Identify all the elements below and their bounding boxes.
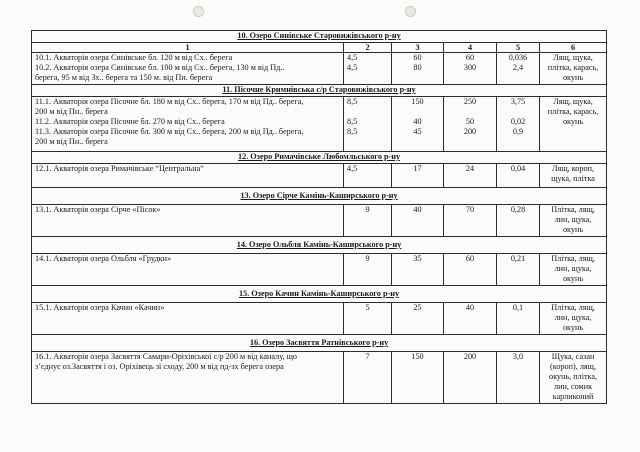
section-title: 11. Пісочне Кримнівська с/р Старовижівського р-ну (32, 85, 607, 97)
section-title: 14. Озеро Ольбля Камінь-Каширського р-ну (32, 237, 607, 254)
fish-species: Лящ, щука, плітка, карась, окунь (540, 53, 607, 85)
length-value: 24 (444, 164, 497, 188)
table-row (32, 352, 607, 404)
table-row (32, 303, 607, 335)
width-value: 25 (392, 303, 444, 335)
zone-description: 14.1. Акваторія озера Ольбля «Грудки» (32, 254, 344, 286)
section-header-row (32, 85, 607, 97)
depth-value: 8,5 8,5 8,5 (344, 97, 392, 152)
zone-description: 15.1. Акваторія озера Качин «Качин» (32, 303, 344, 335)
zone-description: 13.1. Акваторія озера Сірче «Пісок» (32, 205, 344, 237)
area-value: 0,1 (497, 303, 540, 335)
table-row (32, 97, 607, 152)
depth-value: 4,5 4,5 (344, 53, 392, 85)
column-header: 1 (32, 43, 344, 53)
section-title: 15. Озеро Качин Камінь-Каширського р-ну (32, 286, 607, 303)
section-header-row (32, 286, 607, 303)
length-value: 60 300 (444, 53, 497, 85)
table-row (32, 254, 607, 286)
depth-value: 7 (344, 352, 392, 404)
width-value: 40 (392, 205, 444, 237)
column-header: 4 (444, 43, 497, 53)
width-value: 17 (392, 164, 444, 188)
column-header: 3 (392, 43, 444, 53)
length-value: 60 (444, 254, 497, 286)
section-header-row (32, 31, 607, 43)
section-title: 13. Озеро Сірче Камінь-Каширського р-ну (32, 188, 607, 205)
section-header-row (32, 188, 607, 205)
column-header: 5 (497, 43, 540, 53)
fish-species: Щука, сазан (короп), лящ, окунь, плітка, лин, сомик карликоний (540, 352, 607, 404)
column-header: 6 (540, 43, 607, 53)
area-value: 3,75 0,02 0,9 (497, 97, 540, 152)
section-header-row (32, 152, 607, 164)
section-title: 16. Озеро Засвяття Ратнівського р-ну (32, 335, 607, 352)
fish-species: Лящ, короп, щука, плітка (540, 164, 607, 188)
column-header: 2 (344, 43, 392, 53)
area-value: 0,04 (497, 164, 540, 188)
width-value: 60 80 (392, 53, 444, 85)
width-value: 150 40 45 (392, 97, 444, 152)
fish-species: Лящ, щука, плітка, карась, окунь (540, 97, 607, 152)
fish-species: Плітка, лящ, лин, щука, окунь (540, 205, 607, 237)
length-value: 200 (444, 352, 497, 404)
area-value: 3,0 (497, 352, 540, 404)
section-header-row (32, 335, 607, 352)
fish-species: Плітка, лящ, лин, щука, окунь (540, 303, 607, 335)
zone-description: 16.1. Акваторія озера Засвяття Самари-Оріхівської с/р 200 м від каналу, що з’єднує оз.Засвяття і оз. Оріхівець зі сходу, 200 м від пд-зх берега озера (32, 352, 344, 404)
depth-value: 5 (344, 303, 392, 335)
section-title: 12. Озеро Римачівське Любомльського р-ну (32, 152, 607, 164)
length-value: 70 (444, 205, 497, 237)
lake-zones-table (31, 30, 607, 404)
section-title: 10. Озеро Синівське Старовижівського р-ну (32, 31, 607, 43)
zone-description: 12.1. Акваторія озера Римачівське “Центральна” (32, 164, 344, 188)
punch-hole-icon (193, 6, 204, 17)
punch-hole-icon (405, 6, 416, 17)
area-value: 0,036 2,4 (497, 53, 540, 85)
fish-species: Плітка, лящ, лин, щука, окунь (540, 254, 607, 286)
area-value: 0,28 (497, 205, 540, 237)
section-header-row (32, 237, 607, 254)
table-row (32, 164, 607, 188)
table-row (32, 53, 607, 85)
zone-description: 10.1. Акваторія озера Синівське бл. 120 м від Сх.. берега 10.2. Акваторія озера Синівське бл. 100 м від Сх.. берега, 130 м від Пд.. берега, 95 м від Зх.. берега та 150 м. від Пн. берега (32, 53, 344, 85)
area-value: 0,21 (497, 254, 540, 286)
table-row (32, 205, 607, 237)
depth-value: 9 (344, 205, 392, 237)
length-value: 40 (444, 303, 497, 335)
depth-value: 9 (344, 254, 392, 286)
depth-value: 4,5 (344, 164, 392, 188)
width-value: 35 (392, 254, 444, 286)
length-value: 250 50 200 (444, 97, 497, 152)
column-header-row (32, 43, 607, 53)
width-value: 150 (392, 352, 444, 404)
zone-description: 11.1. Акваторія озера Пісочне бл. 180 м від Сх.. берега, 170 м від Пд.. берега, 200 м від Пн.. берега 11.2. Акваторія озера Пісочне бл. 270 м від Сх.. берега 11.3. Акваторія озера Пісочне бл. 300 м від Сх.. берега, 200 м від Пд.. берега, 200 м від Пн.. берега (32, 97, 344, 152)
